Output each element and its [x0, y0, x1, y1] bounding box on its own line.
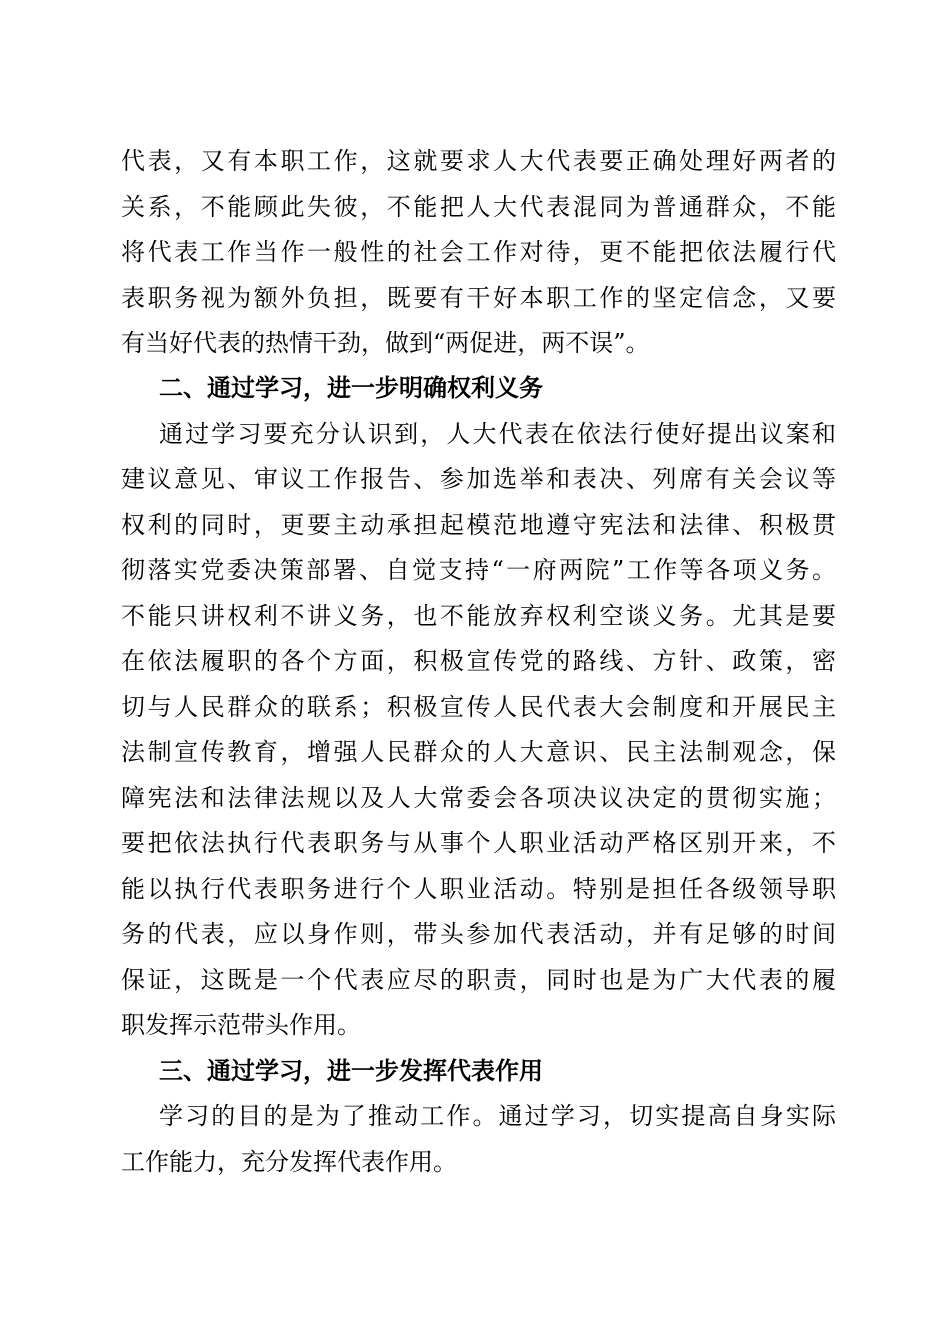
paragraph-line: 彻落实党委决策部署、自觉支持“一府两院”工作等各项义务。 — [121, 556, 836, 584]
paragraph-line: 职发挥示范带头作用。 — [121, 1011, 361, 1039]
paragraph-line: 建议意见、审议工作报告、参加选举和表决、列席有关会议等 — [121, 465, 836, 493]
paragraph-line: 有当好代表的热情干劲，做到“两促进，两不误”。 — [121, 329, 650, 357]
section-heading: 三、通过学习，进一步发挥代表作用 — [159, 1057, 543, 1085]
paragraph-line: 关系，不能顾此失彼，不能把人大代表混同为普通群众，不能 — [121, 193, 836, 221]
paragraph-line: 要把依法执行代表职务与从事个人职业活动严格区别开来，不 — [121, 829, 836, 857]
paragraph-line: 通过学习要充分认识到，人大代表在依法行使好提出议案和 — [159, 420, 836, 448]
paragraph-line: 工作能力，充分发挥代表作用。 — [121, 1148, 457, 1176]
paragraph-line: 代表，又有本职工作，这就要求人大代表要正确处理好两者的 — [121, 147, 836, 175]
paragraph-line: 将代表工作当作一般性的社会工作对待，更不能把依法履行代 — [121, 238, 836, 266]
paragraph-line: 保证，这既是一个代表应尽的职责，同时也是为广大代表的履 — [121, 966, 836, 994]
paragraph-line: 能以执行代表职务进行个人职业活动。特别是担任各级领导职 — [121, 875, 836, 903]
paragraph-line: 不能只讲权利不讲义务，也不能放弃权利空谈义务。尤其是要 — [121, 602, 836, 630]
paragraph-line: 障宪法和法律法规以及人大常委会各项决议决定的贯彻实施； — [121, 784, 836, 812]
paragraph-line: 在依法履职的各个方面，积极宣传党的路线、方针、政策，密 — [121, 647, 836, 675]
paragraph-line: 表职务视为额外负担，既要有干好本职工作的坚定信念，又要 — [121, 284, 836, 312]
paragraph-line: 法制宣传教育，增强人民群众的人大意识、民主法制观念，保 — [121, 738, 836, 766]
paragraph-line: 权利的同时，更要主动承担起模范地遵守宪法和法律、积极贯 — [121, 511, 836, 539]
paragraph-line: 切与人民群众的联系；积极宣传人民代表大会制度和开展民主 — [121, 693, 836, 721]
section-heading: 二、通过学习，进一步明确权利义务 — [159, 374, 543, 402]
paragraph-line: 务的代表，应以身作则，带头参加代表活动，并有足够的时间 — [121, 920, 836, 948]
paragraph-line: 学习的目的是为了推动工作。通过学习，切实提高自身实际 — [159, 1102, 836, 1130]
